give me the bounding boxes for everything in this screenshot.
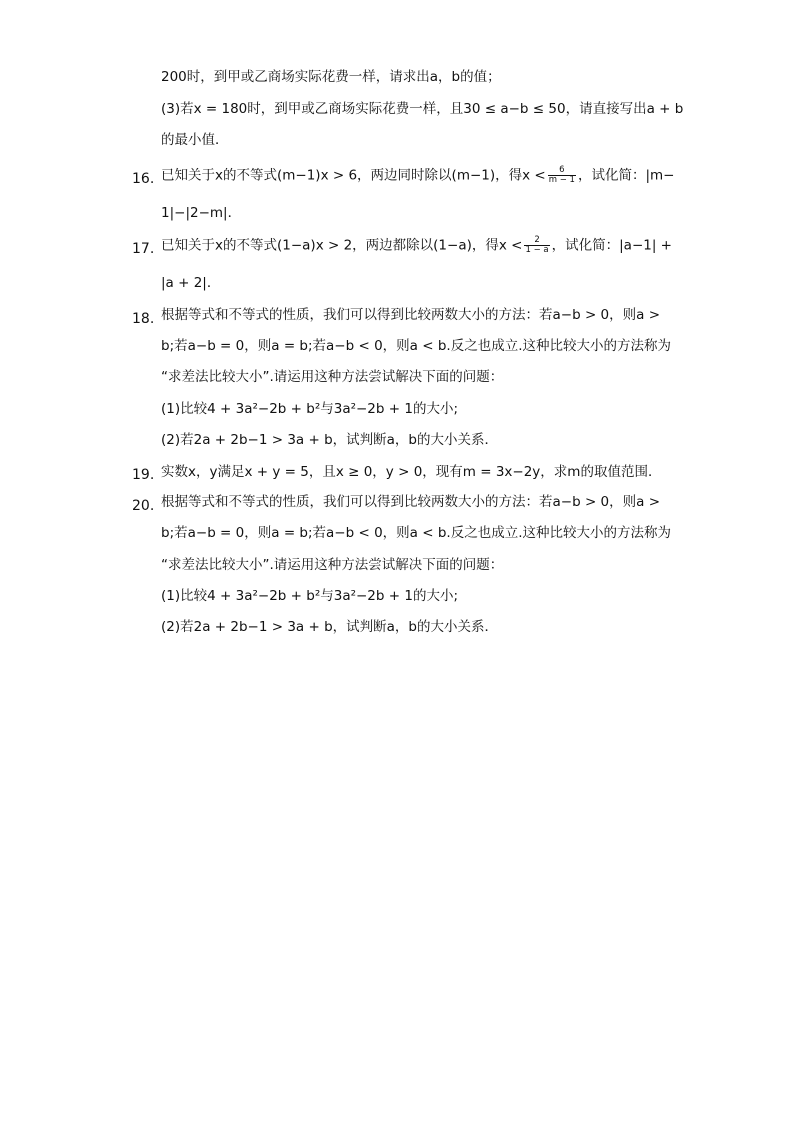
q20-line-2: b;若a−b = 0，则a = b;若a−b < 0，则a < b.反之也成立.这种比较大小的方法称为	[161, 525, 671, 541]
q17-text-a: 已知关于x的不等式(1−a)x > 2，两边都除以(1−a)，得x <	[161, 237, 523, 254]
question-number-16: 16.	[132, 171, 155, 187]
q17-fraction-denominator: 1 − a	[525, 245, 549, 255]
q17-line-2: |a + 2|．	[161, 275, 221, 291]
q20-line-3: “求差法比较大小”.请运用这种方法尝试解决下面的问题：	[161, 557, 504, 573]
q16-fraction	[548, 166, 576, 185]
q20-part1-line: (1)比较4 + 3a²−2b + b²与3a²−2b + 1的大小;	[161, 588, 458, 604]
q17-fraction-numerator: 2	[534, 235, 540, 245]
q20-part2-line: (2)若2a + 2b−1 > 3a + b，试判断a，b的大小关系．	[161, 619, 498, 635]
q18-line-1: 根据等式和不等式的性质，我们可以得到比较两数大小的方法：若a−b > 0，则a >	[161, 307, 661, 323]
q15-part3-end-line: 的最小值．	[161, 132, 229, 148]
question-number-17: 17.	[132, 241, 155, 257]
q15-continued-line: 200时，到甲或乙商场实际花费一样，请求出a，b的值；	[161, 69, 501, 85]
q15-part3-line: (3)若x = 180时，到甲或乙商场实际花费一样，且30 ≤ a−b ≤ 50，请直接写出a + b	[161, 101, 684, 117]
q16-text-b: ，试化简：|m−	[577, 167, 675, 184]
q19-line: 实数x，y满足x + y = 5，且x ≥ 0，y > 0，现有m = 3x−2y，求m的取值范围．	[161, 464, 662, 480]
q16-fraction-denominator: m − 1	[548, 175, 575, 185]
q17-text-b: ，试化简：|a−1| +	[551, 237, 672, 254]
question-number-20: 20.	[132, 498, 155, 514]
q20-line-1: 根据等式和不等式的性质，我们可以得到比较两数大小的方法：若a−b > 0，则a >	[161, 494, 661, 510]
q17-fraction	[524, 236, 549, 255]
q18-part1-line: (1)比较4 + 3a²−2b + b²与3a²−2b + 1的大小;	[161, 401, 458, 417]
q16-text-a: 已知关于x的不等式(m−1)x > 6，两边同时除以(m−1)，得x <	[161, 167, 546, 184]
q17-line-1	[161, 236, 671, 255]
q16-line-1	[161, 165, 675, 185]
question-number-19: 19.	[132, 467, 155, 483]
question-number-18: 18.	[132, 311, 155, 327]
q18-line-2: b;若a−b = 0，则a = b;若a−b < 0，则a < b.反之也成立.这种比较大小的方法称为	[161, 338, 671, 354]
q16-line-2: 1|−|2−m|．	[161, 205, 242, 221]
q18-part2-line: (2)若2a + 2b−1 > 3a + b，试判断a，b的大小关系．	[161, 432, 498, 448]
q18-line-3: “求差法比较大小”.请运用这种方法尝试解决下面的问题：	[161, 369, 504, 385]
q16-fraction-numerator: 6	[559, 165, 565, 175]
